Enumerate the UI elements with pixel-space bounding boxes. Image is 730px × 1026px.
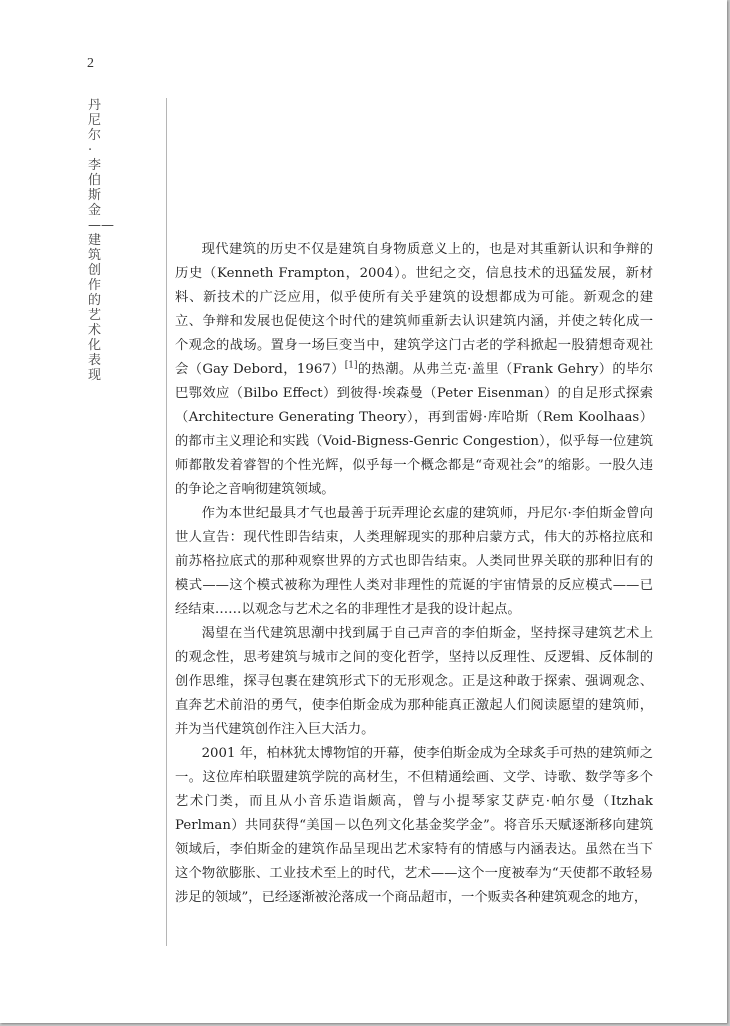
margin-divider-line — [166, 98, 167, 946]
paragraph-1 — [175, 238, 653, 502]
paragraph-1-text-b: 的热潮。从弗兰克·盖里（Frank Gehry）的毕尔巴鄂效应（Bilbo Effect）到彼得·埃森曼（Peter Eisenman）的自足形式探索（Architecture Generating Theory），再到雷姆·库哈斯（Rem Koolhaas）的都市主义理论和实践（Void-Bigness-Genric Congestion），似乎每一位建筑师都散发着睿智的个性光辉，似乎每一个概念都是“奇观社会”的缩影。一股久违的争论之音响彻建筑领域。 — [175, 362, 653, 497]
citation-marker: [1] — [344, 360, 358, 371]
paragraph-3: 渴望在当代建筑思潮中找到属于自己声音的李伯斯金，坚持探寻建筑艺术上的观念性，思考建筑与城市之间的变化哲学，坚持以反理性、反逻辑、反体制的创作思维，探寻包裹在建筑形式下的无形观念。正是这种敢于探索、强调观念、直奔艺术前沿的勇气，使李伯斯金成为那种能真正激起人们阅读愿望的建筑师，并为当代建筑创作注入巨大活力。 — [175, 626, 653, 737]
page-number: 2 — [87, 56, 94, 71]
paragraph-4: 2001 年，柏林犹太博物馆的开幕，使李伯斯金成为全球炙手可热的建筑师之一。这位库柏联盟建筑学院的高材生，不但精通绘画、文学、诗歌、数学等多个艺术门类，而且从小音乐造诣颇高，曾与小提琴家艾萨克·帕尔曼（Itzhak Perlman）共同获得“美国－以色列文化基金奖学金”。将音乐天赋逐渐移向建筑领域后，李伯斯金的建筑作品呈现出艺术家特有的情感与内涵表达。虽然在当下这个物欲膨胀、工业技术至上的时代，艺术——这个一度被奉为“天使都不敢轻易涉足的领域”，已经逐渐被沦落成一个商品超市，一个贩卖各种建筑观念的地方， — [175, 746, 653, 905]
body-text — [175, 238, 653, 910]
running-title: 丹尼尔·李伯斯金——建筑创作的艺术化表现 — [88, 98, 114, 383]
paragraph-2: 作为本世纪最具才气也最善于玩弄理论玄虚的建筑师，丹尼尔·李伯斯金曾向世人宣告：现代性即告结束，人类理解现实的那种启蒙方式，伟大的苏格拉底和前苏格拉底式的那种观察世界的方式也即告结束。人类同世界关联的那种旧有的模式——这个模式被称为理性人类对非理性的荒诞的宇宙情景的反应模式——已经结束……以观念与艺术之名的非理性才是我的设计起点。 — [175, 506, 653, 617]
paragraph-1-text-a: 现代建筑的历史不仅是建筑自身物质意义上的，也是对其重新认识和争辩的历史（Kenneth Frampton，2004）。世纪之交，信息技术的迅猛发展，新材料、新技术的广泛应用，似乎使所有关乎建筑的设想都成为可能。新观念的建立、争辩和发展也促使这个时代的建筑师重新去认识建筑内涵，并使之转化成一个观念的战场。置身一场巨变当中，建筑学这门古老的学科掀起一股猜想奇观社会（Gay Debord，1967） — [175, 242, 653, 377]
